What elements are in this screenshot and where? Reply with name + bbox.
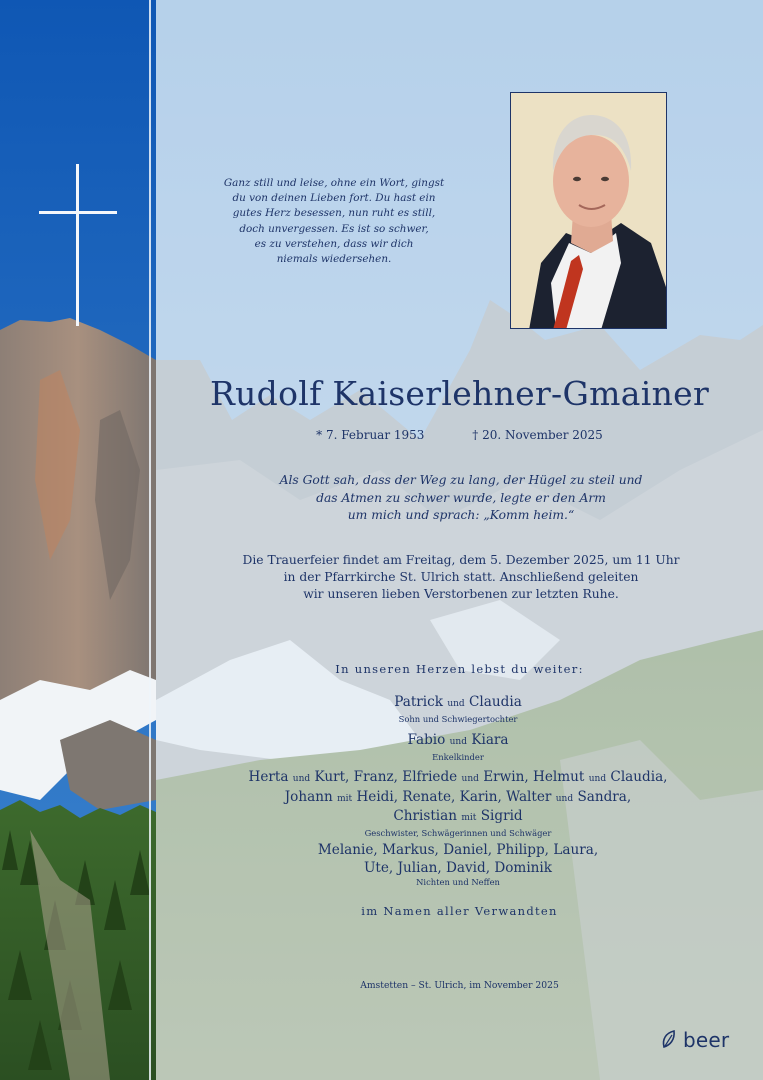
funeral-line: Die Trauerfeier findet am Freitag, dem 5. Dezember 2025, um 11 Uhr — [242, 553, 680, 567]
funeral-announcement — [226, 552, 696, 603]
mourner-names-line: Ute, Julian, David, Dominik — [363, 859, 553, 876]
brand-logo — [660, 1028, 729, 1052]
life-dates — [156, 428, 763, 442]
mourner-name: Johann — [284, 788, 333, 805]
cross-icon — [76, 164, 79, 326]
funeral-line: wir unseren lieben Verstorbenen zur letzten Ruhe. — [303, 587, 619, 601]
relationship-label: Geschwister, Schwägerinnen und Schwäger — [364, 827, 552, 838]
brand-logo-text: beer — [683, 1028, 730, 1052]
closing-line: im Namen aller Verwandten — [361, 904, 558, 918]
relationship-label: Nichten und Neffen — [416, 877, 500, 887]
mourner-names — [226, 732, 690, 752]
mourner-name: Christian — [393, 808, 458, 824]
mourners-heading: In unseren Herzen lebst du weiter: — [335, 662, 584, 676]
poem-line: Ganz still und leise, ohne ein Wort, gingst — [223, 177, 445, 189]
deceased-name: Rudolf Kaiserlehner-Gmainer — [209, 374, 710, 413]
quote-line: Als Gott sah, dass der Weg zu lang, der Hügel zu steil und — [279, 473, 643, 487]
mourner-name: Erwin, Helmut — [483, 769, 585, 785]
mourner-group-nieces-nephews — [226, 842, 690, 888]
poem-line: niemals wiedersehen. — [276, 253, 392, 266]
vertical-divider-line — [149, 0, 151, 1080]
mourner-names-line — [226, 808, 690, 828]
connector-word: mit — [461, 813, 477, 823]
connector-word: und — [555, 793, 574, 804]
mourner-names-line — [226, 789, 690, 809]
birth-date: * 7. Februar 1953 — [316, 428, 425, 442]
farewell-quote — [236, 472, 686, 525]
quote-line: das Atmen zu schwer wurde, legte er den Arm — [316, 490, 606, 505]
leaf-logo-icon — [660, 1029, 680, 1051]
mourner-name: Kurt, Franz, Elfriede — [314, 769, 458, 785]
connector-word: und — [292, 774, 311, 784]
connector-word: und — [461, 774, 479, 784]
quote-line: um mich und sprach: „Komm heim.“ — [347, 508, 575, 522]
mourner-name: Claudia, — [610, 769, 668, 785]
mourner-names-line: Melanie, Markus, Daniel, Philipp, Laura, — [317, 842, 599, 858]
mourner-group-children — [226, 694, 690, 725]
death-date: † 20. November 2025 — [472, 428, 603, 442]
mourner-name: Claudia — [469, 694, 522, 710]
cross-icon-bar — [39, 211, 117, 214]
memorial-poem — [212, 176, 456, 267]
translucent-text-panel — [156, 0, 763, 1080]
mourner-name: Sandra, — [577, 788, 632, 805]
connector-word: und — [449, 737, 467, 747]
poem-line: du von deinen Lieben fort. Du hast ein — [232, 192, 436, 205]
connector-word: und — [447, 699, 465, 709]
mourner-group-grandchildren — [226, 732, 690, 763]
mourner-name: Sigrid — [480, 808, 523, 824]
place-and-date: Amstetten – St. Ulrich, im November 2025 — [360, 980, 559, 991]
mourner-group-siblings — [226, 769, 690, 839]
relationship-label: Sohn und Schwiegertochter — [398, 713, 518, 724]
mourner-names — [226, 694, 690, 714]
mourner-name: Kiara — [471, 732, 509, 748]
mourner-name: Heidi, Renate, Karin, Walter — [356, 788, 552, 805]
mourner-names-line — [226, 769, 690, 789]
poem-line: doch unvergessen. Es ist so schwer, — [239, 222, 429, 235]
mourner-name: Herta — [248, 769, 289, 785]
connector-word: mit — [337, 793, 353, 804]
relationship-label: Enkelkinder — [432, 751, 484, 762]
funeral-line: in der Pfarrkirche St. Ulrich statt. Anschließend geleiten — [283, 570, 639, 584]
mourner-name: Patrick — [394, 694, 444, 710]
poem-line: gutes Herz besessen, nun ruht es still, — [232, 207, 436, 220]
portrait-photo — [510, 92, 667, 329]
poem-line: es zu verstehen, dass wir dich — [254, 237, 414, 250]
connector-word: und — [588, 774, 607, 784]
mourner-name: Fabio — [407, 732, 446, 748]
